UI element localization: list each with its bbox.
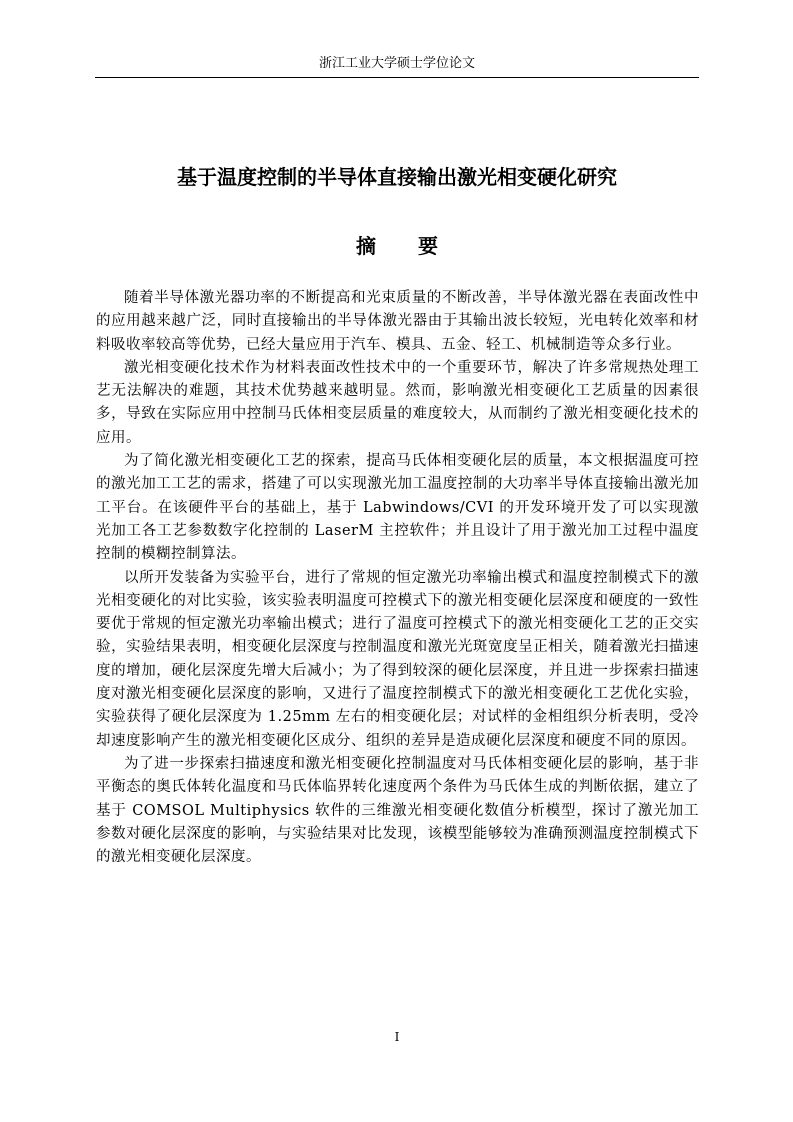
abstract-body [96,287,699,869]
abstract-paragraph-1: 随着半导体激光器功率的不断提高和光束质量的不断改善，半导体激光器在表面改性中的应用越来越广泛，同时直接输出的半导体激光器由于其输出波长较短，光电转化效率和材料吸收率较高等优势，已经大量应用于汽车、模具、五金、轻工、机械制造等众多行业。 [96,290,699,353]
abstract-paragraph-4: 以所开发装备为实验平台，进行了常规的恒定激光功率输出模式和温度控制模式下的激光相变硬化的对比实验，该实验表明温度可控模式下的激光相变硬化层深度和硬度的一致性要优于常规的恒定激光功率输出模式；进行了温度可控模式下的激光相变硬化工艺的正交实验，实验结果表明，相变硬化层深度与控制温度和激光光斑宽度呈正相关，随着激光扫描速度的增加，硬化层深度先增大后减小；为了得到较深的硬化层深度，并且进一步探索扫描速度对激光相变硬化层深度的影响，又进行了温度控制模式下的激光相变硬化工艺优化实验，实验获得了硬化层深度为 1.25mm 左右的相变硬化层；对试样的金相组织分析表明，受冷却速度影响产生的激光相变硬化区成分、组织的差异是造成硬化层深度和硬度不同的原因。 [96,569,699,749]
abstract-heading-char-1: 摘 [356,234,376,258]
abstract-paragraph-2: 激光相变硬化技术作为材料表面改性技术中的一个重要环节，解决了许多常规热处理工艺无法解决的难题，其技术优势越来越明显。然而，影响激光相变硬化工艺质量的因素很多，导致在实际应用中控制马氏体相变层质量的难度较大，从而制约了激光相变硬化技术的应用。 [96,359,699,446]
abstract-paragraph-5: 为了进一步探索扫描速度和激光相变硬化控制温度对马氏体相变硬化层的影响，基于非平衡态的奥氏体转化温度和马氏体临界转化速度两个条件为马氏体生成的判断依据，建立了基于 COMSOL Multiphysics 软件的三维激光相变硬化数值分析模型，探讨了激光加工参数对硬化层深度的影响，与实验结果对比发现，该模型能够较为准确预测温度控制模式下的激光相变硬化层深度。 [96,755,699,866]
abstract-paragraph-3: 为了简化激光相变硬化工艺的探索，提高马氏体相变硬化层的质量，本文根据温度可控的激光加工工艺的需求，搭建了可以实现激光加工温度控制的大功率半导体直接输出激光加工平台。在该硬件平台的基础上，基于 Labwindows/CVI 的开发环境开发了可以实现激光加工各工艺参数数字化控制的 LaserM 主控软件；并且设计了用于激光加工过程中温度控制的模糊控制算法。 [96,453,699,563]
running-header: 浙江工业大学硕士学位论文 [318,56,475,71]
abstract-heading-char-2: 要 [418,234,438,258]
page-number: I [394,1030,400,1044]
header-rule [95,77,699,78]
abstract-heading [95,231,699,261]
thesis-title: 基于温度控制的半导体直接输出激光相变硬化研究 [177,165,617,189]
